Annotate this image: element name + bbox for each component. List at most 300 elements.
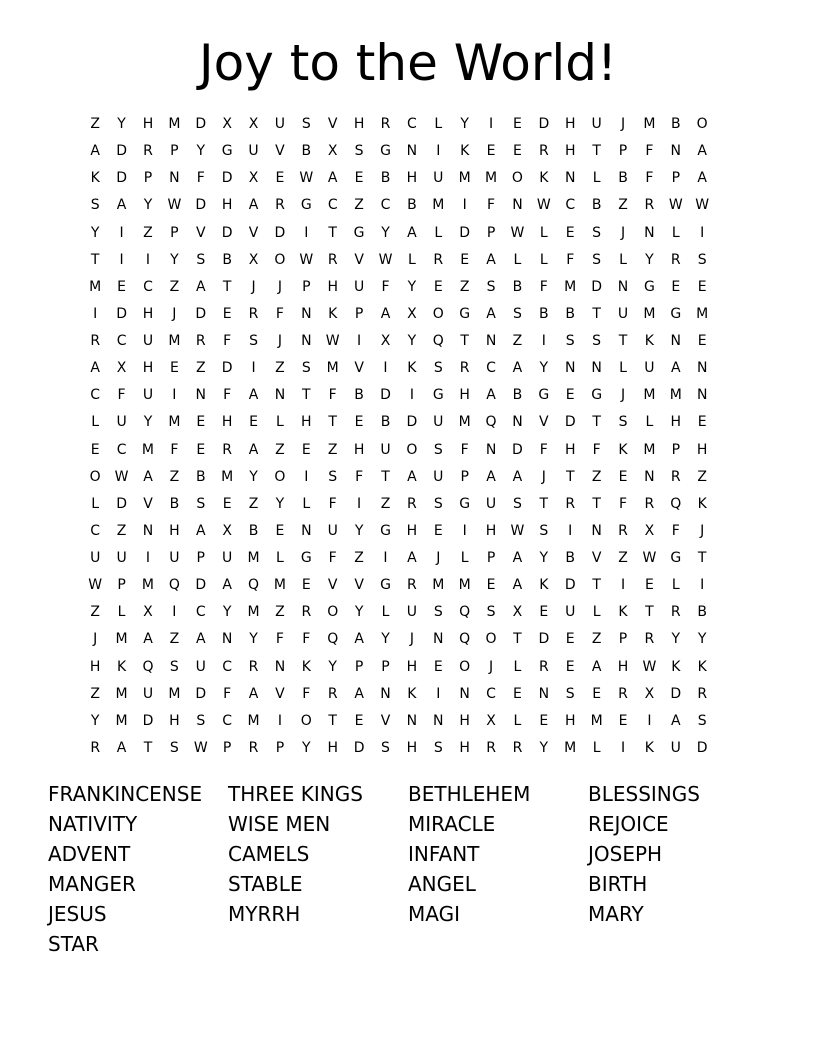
grid-cell[interactable]: L	[407, 251, 416, 268]
grid-cell[interactable]: K	[618, 604, 628, 621]
grid-cell[interactable]: E	[618, 468, 628, 485]
grid-cell[interactable]: S	[328, 468, 338, 485]
grid-cell[interactable]: K	[301, 658, 311, 675]
grid-cell[interactable]: A	[671, 360, 681, 377]
grid-cell[interactable]: O	[274, 251, 286, 268]
grid-cell[interactable]: W	[642, 658, 657, 675]
grid-cell[interactable]: H	[406, 522, 418, 539]
grid-cell[interactable]: I	[383, 360, 388, 377]
grid-cell[interactable]: Y	[249, 631, 258, 648]
grid-cell[interactable]: T	[539, 495, 549, 512]
grid-cell[interactable]: M	[115, 631, 128, 648]
grid-cell[interactable]: G	[459, 305, 471, 322]
grid-cell[interactable]: H	[301, 414, 312, 431]
grid-cell[interactable]: A	[486, 251, 496, 268]
grid-cell[interactable]: S	[301, 360, 311, 377]
grid-cell[interactable]: D	[459, 224, 471, 241]
grid-cell[interactable]: L	[539, 224, 548, 241]
grid-cell[interactable]: H	[221, 414, 233, 431]
grid-cell[interactable]: A	[143, 468, 153, 485]
grid-cell[interactable]: R	[380, 116, 391, 133]
grid-cell[interactable]: A	[486, 305, 496, 322]
grid-cell[interactable]: G	[538, 387, 550, 404]
grid-cell[interactable]: I	[647, 712, 652, 729]
grid-cell[interactable]: D	[195, 197, 207, 214]
grid-cell[interactable]: Z	[169, 468, 180, 485]
grid-cell[interactable]: A	[486, 387, 496, 404]
grid-cell[interactable]: T	[645, 604, 654, 621]
grid-cell[interactable]: H	[142, 116, 154, 133]
grid-cell[interactable]: E	[513, 143, 522, 160]
grid-cell[interactable]: Y	[328, 658, 337, 675]
grid-cell[interactable]: Z	[275, 441, 285, 458]
grid-cell[interactable]: Y	[170, 251, 179, 268]
grid-cell[interactable]: R	[670, 604, 681, 621]
grid-cell[interactable]: R	[301, 604, 312, 621]
grid-cell[interactable]: T	[381, 468, 390, 485]
grid-cell[interactable]: N	[696, 387, 708, 404]
grid-cell[interactable]: D	[696, 739, 708, 756]
grid-cell[interactable]: H	[327, 739, 338, 756]
grid-cell[interactable]: I	[409, 387, 414, 404]
grid-cell[interactable]: A	[671, 712, 681, 729]
grid-cell[interactable]: E	[90, 441, 100, 458]
grid-cell[interactable]: M	[669, 387, 682, 404]
grid-cell[interactable]: Z	[459, 278, 470, 295]
grid-cell[interactable]: D	[195, 116, 207, 133]
grid-cell[interactable]: Y	[381, 224, 390, 241]
grid-cell[interactable]: S	[196, 495, 206, 512]
grid-cell[interactable]: Y	[460, 116, 469, 133]
grid-cell[interactable]: I	[357, 495, 362, 512]
grid-cell[interactable]: Y	[249, 468, 258, 485]
grid-cell[interactable]: L	[117, 604, 126, 621]
grid-cell[interactable]: E	[565, 224, 575, 241]
grid-cell[interactable]: L	[513, 658, 522, 675]
grid-cell[interactable]: T	[697, 550, 707, 567]
grid-cell[interactable]: Y	[143, 197, 153, 214]
grid-cell[interactable]: L	[276, 414, 284, 431]
grid-cell[interactable]: Q	[168, 577, 180, 594]
grid-cell[interactable]: S	[433, 360, 443, 377]
grid-cell[interactable]: B	[512, 387, 523, 404]
grid-cell[interactable]: T	[618, 333, 628, 350]
grid-cell[interactable]: T	[513, 631, 522, 648]
grid-cell[interactable]: K	[539, 170, 549, 187]
grid-cell[interactable]: V	[275, 143, 285, 160]
grid-cell[interactable]: X	[143, 604, 153, 621]
grid-cell[interactable]: U	[142, 387, 154, 404]
grid-cell[interactable]: Y	[143, 414, 153, 431]
grid-cell[interactable]: S	[196, 712, 206, 729]
grid-cell[interactable]: E	[433, 278, 443, 295]
grid-cell[interactable]: F	[302, 685, 311, 702]
grid-cell[interactable]: S	[592, 333, 602, 350]
grid-cell[interactable]: R	[459, 360, 470, 377]
grid-cell[interactable]: Z	[354, 197, 364, 214]
grid-cell[interactable]: S	[301, 116, 311, 133]
grid-cell[interactable]: E	[565, 387, 575, 404]
grid-cell[interactable]: N	[274, 658, 286, 675]
grid-cell[interactable]: B	[301, 143, 312, 160]
grid-cell[interactable]: L	[645, 414, 654, 431]
grid-cell[interactable]: I	[436, 685, 441, 702]
grid-cell[interactable]: G	[643, 278, 655, 295]
grid-cell[interactable]: D	[116, 143, 127, 160]
grid-cell[interactable]: N	[169, 170, 180, 187]
grid-cell[interactable]: V	[380, 712, 391, 729]
grid-cell[interactable]: I	[304, 224, 309, 241]
grid-cell[interactable]: T	[328, 712, 337, 729]
grid-cell[interactable]: L	[434, 116, 443, 133]
grid-cell[interactable]: X	[407, 305, 417, 322]
grid-cell[interactable]: B	[539, 305, 549, 322]
grid-cell[interactable]: I	[304, 468, 309, 485]
grid-cell[interactable]: W	[167, 197, 182, 214]
grid-cell[interactable]: R	[327, 251, 338, 268]
grid-cell[interactable]: F	[302, 631, 311, 648]
grid-cell[interactable]: Z	[275, 604, 285, 621]
grid-cell[interactable]: I	[172, 604, 177, 621]
grid-cell[interactable]: E	[460, 251, 470, 268]
grid-cell[interactable]: M	[643, 387, 656, 404]
grid-cell[interactable]: E	[539, 604, 549, 621]
grid-cell[interactable]: H	[353, 116, 365, 133]
grid-cell[interactable]: J	[620, 116, 626, 133]
grid-cell[interactable]: X	[222, 522, 232, 539]
grid-cell[interactable]: M	[168, 116, 181, 133]
grid-cell[interactable]: D	[512, 441, 523, 458]
grid-cell[interactable]: P	[302, 278, 311, 295]
grid-cell[interactable]: J	[700, 522, 705, 539]
grid-cell[interactable]: I	[172, 387, 177, 404]
grid-cell[interactable]: N	[564, 170, 576, 187]
grid-cell[interactable]: U	[248, 143, 259, 160]
grid-cell[interactable]: C	[565, 197, 576, 214]
grid-cell[interactable]: E	[644, 577, 654, 594]
grid-cell[interactable]: S	[513, 305, 522, 322]
grid-cell[interactable]: N	[485, 441, 497, 458]
grid-cell[interactable]: C	[195, 604, 206, 621]
grid-cell[interactable]: L	[276, 550, 284, 567]
grid-cell[interactable]: I	[568, 522, 573, 539]
grid-cell[interactable]: A	[248, 441, 259, 458]
grid-cell[interactable]: S	[592, 224, 602, 241]
grid-cell[interactable]: A	[407, 468, 417, 485]
grid-cell[interactable]: F	[539, 278, 548, 295]
grid-cell[interactable]: P	[671, 441, 681, 458]
grid-cell[interactable]: V	[354, 360, 364, 377]
grid-cell[interactable]: A	[354, 685, 364, 702]
grid-cell[interactable]: Z	[169, 278, 180, 295]
grid-cell[interactable]: C	[486, 360, 496, 377]
grid-cell[interactable]: T	[460, 333, 469, 350]
grid-cell[interactable]: E	[697, 278, 707, 295]
grid-cell[interactable]: S	[433, 604, 443, 621]
grid-cell[interactable]: C	[116, 333, 127, 350]
grid-cell[interactable]: E	[592, 685, 602, 702]
grid-cell[interactable]: I	[145, 251, 151, 268]
grid-cell[interactable]: E	[433, 658, 443, 675]
grid-cell[interactable]: K	[671, 658, 681, 675]
grid-cell[interactable]: K	[328, 305, 338, 322]
grid-cell[interactable]: H	[169, 712, 180, 729]
grid-cell[interactable]: N	[485, 333, 497, 350]
grid-cell[interactable]: W	[668, 197, 683, 214]
grid-cell[interactable]: N	[459, 685, 470, 702]
grid-cell[interactable]: C	[486, 685, 496, 702]
grid-cell[interactable]: M	[590, 712, 603, 729]
grid-cell[interactable]: Y	[90, 224, 100, 241]
grid-cell[interactable]: V	[591, 550, 602, 567]
grid-cell[interactable]: N	[670, 333, 682, 350]
grid-cell[interactable]: U	[670, 739, 681, 756]
grid-cell[interactable]: W	[695, 197, 710, 214]
grid-cell[interactable]: U	[116, 550, 127, 567]
grid-cell[interactable]: U	[327, 522, 338, 539]
grid-cell[interactable]: O	[274, 468, 286, 485]
grid-cell[interactable]: S	[169, 658, 179, 675]
grid-cell[interactable]: A	[327, 170, 338, 187]
grid-cell[interactable]: H	[142, 360, 154, 377]
grid-cell[interactable]: Z	[143, 224, 153, 241]
grid-cell[interactable]: L	[619, 360, 627, 377]
grid-cell[interactable]: F	[223, 387, 232, 404]
grid-cell[interactable]: M	[115, 685, 128, 702]
grid-cell[interactable]: B	[380, 170, 391, 187]
grid-cell[interactable]: G	[300, 550, 312, 567]
grid-cell[interactable]: H	[406, 739, 418, 756]
grid-cell[interactable]: E	[513, 116, 522, 133]
grid-cell[interactable]: U	[169, 550, 180, 567]
grid-cell[interactable]: O	[300, 712, 312, 729]
grid-cell[interactable]: S	[539, 522, 549, 539]
grid-cell[interactable]: M	[458, 170, 471, 187]
grid-cell[interactable]: K	[644, 739, 654, 756]
grid-cell[interactable]: R	[538, 143, 549, 160]
grid-cell[interactable]: M	[141, 577, 155, 594]
grid-cell[interactable]: M	[168, 685, 181, 702]
grid-cell[interactable]: W	[378, 251, 393, 268]
grid-cell[interactable]: Y	[381, 631, 390, 648]
grid-cell[interactable]: U	[617, 305, 629, 322]
grid-cell[interactable]: S	[618, 414, 628, 431]
grid-cell[interactable]: V	[143, 495, 153, 512]
grid-cell[interactable]: E	[222, 305, 232, 322]
grid-cell[interactable]: N	[195, 387, 206, 404]
grid-cell[interactable]: N	[301, 522, 312, 539]
grid-cell[interactable]: J	[541, 468, 546, 485]
grid-cell[interactable]: I	[700, 224, 705, 241]
grid-cell[interactable]: X	[248, 251, 259, 268]
grid-cell[interactable]: N	[433, 712, 444, 729]
grid-cell[interactable]: Z	[248, 495, 259, 512]
grid-cell[interactable]: O	[511, 170, 523, 187]
grid-cell[interactable]: C	[406, 116, 417, 133]
grid-cell[interactable]: I	[357, 333, 362, 350]
grid-cell[interactable]: R	[90, 333, 101, 350]
grid-cell[interactable]: A	[512, 577, 523, 594]
grid-cell[interactable]: W	[510, 224, 525, 241]
grid-cell[interactable]: C	[90, 522, 101, 539]
grid-cell[interactable]: E	[354, 712, 364, 729]
grid-cell[interactable]: D	[116, 305, 127, 322]
grid-cell[interactable]: A	[222, 577, 232, 594]
grid-cell[interactable]: H	[406, 170, 418, 187]
grid-cell[interactable]: O	[696, 116, 708, 133]
grid-cell[interactable]: A	[90, 143, 100, 160]
grid-cell[interactable]: R	[697, 685, 708, 702]
grid-cell[interactable]: M	[115, 712, 128, 729]
grid-cell[interactable]: L	[460, 550, 469, 567]
grid-cell[interactable]: E	[565, 658, 575, 675]
grid-cell[interactable]: R	[407, 495, 417, 512]
grid-cell[interactable]: H	[221, 197, 233, 214]
grid-cell[interactable]: M	[432, 197, 445, 214]
grid-cell[interactable]: J	[277, 333, 282, 350]
grid-cell[interactable]: M	[221, 468, 234, 485]
grid-cell[interactable]: H	[617, 658, 629, 675]
grid-cell[interactable]: E	[433, 522, 443, 539]
grid-cell[interactable]: U	[142, 685, 154, 702]
grid-cell[interactable]: S	[565, 685, 575, 702]
grid-cell[interactable]: H	[564, 116, 576, 133]
grid-cell[interactable]: N	[301, 305, 312, 322]
grid-cell[interactable]: F	[328, 387, 337, 404]
grid-cell[interactable]: D	[670, 685, 682, 702]
grid-cell[interactable]: T	[592, 305, 601, 322]
grid-cell[interactable]: M	[89, 278, 102, 295]
grid-cell[interactable]: C	[143, 278, 153, 295]
grid-cell[interactable]: Q	[432, 333, 444, 350]
grid-cell[interactable]: F	[539, 441, 548, 458]
grid-cell[interactable]: S	[592, 251, 602, 268]
grid-cell[interactable]: M	[643, 441, 656, 458]
grid-cell[interactable]: A	[380, 305, 391, 322]
grid-cell[interactable]: N	[512, 197, 523, 214]
grid-cell[interactable]: Y	[539, 550, 549, 567]
grid-cell[interactable]: J	[251, 278, 256, 295]
grid-cell[interactable]: F	[381, 278, 390, 295]
grid-cell[interactable]: L	[592, 739, 601, 756]
grid-cell[interactable]: Y	[407, 278, 417, 295]
grid-cell[interactable]: F	[355, 468, 364, 485]
grid-cell[interactable]: H	[89, 658, 101, 675]
grid-cell[interactable]: M	[696, 305, 709, 322]
grid-cell[interactable]: A	[90, 360, 100, 377]
grid-cell[interactable]: M	[485, 170, 498, 187]
grid-cell[interactable]: E	[697, 333, 707, 350]
grid-cell[interactable]: G	[459, 495, 471, 512]
grid-cell[interactable]: W	[114, 468, 129, 485]
grid-cell[interactable]: L	[539, 251, 548, 268]
grid-cell[interactable]: B	[565, 550, 576, 567]
grid-cell[interactable]: D	[195, 685, 207, 702]
grid-cell[interactable]: E	[697, 414, 707, 431]
grid-cell[interactable]: S	[169, 739, 179, 756]
grid-cell[interactable]: U	[116, 414, 127, 431]
grid-cell[interactable]: L	[434, 224, 443, 241]
grid-cell[interactable]: R	[275, 197, 285, 214]
grid-cell[interactable]: U	[433, 468, 444, 485]
grid-cell[interactable]: N	[564, 360, 576, 377]
grid-cell[interactable]: Q	[327, 631, 339, 648]
grid-cell[interactable]: X	[512, 604, 523, 621]
grid-cell[interactable]: M	[141, 441, 155, 458]
grid-cell[interactable]: U	[591, 116, 602, 133]
grid-cell[interactable]: P	[486, 550, 496, 567]
grid-cell[interactable]: E	[486, 577, 496, 594]
grid-cell[interactable]: H	[406, 658, 418, 675]
grid-cell[interactable]: T	[328, 224, 337, 241]
grid-cell[interactable]: R	[644, 631, 655, 648]
grid-cell[interactable]: E	[169, 360, 179, 377]
grid-cell[interactable]: N	[644, 224, 655, 241]
grid-cell[interactable]: G	[670, 550, 682, 567]
grid-cell[interactable]: P	[618, 631, 628, 648]
grid-cell[interactable]: G	[591, 387, 603, 404]
grid-cell[interactable]: F	[671, 522, 680, 539]
grid-cell[interactable]: Y	[222, 604, 232, 621]
grid-cell[interactable]: Y	[90, 712, 100, 729]
grid-cell[interactable]: F	[223, 333, 232, 350]
grid-cell[interactable]: D	[564, 577, 576, 594]
grid-cell[interactable]: R	[512, 739, 523, 756]
grid-cell[interactable]: V	[327, 577, 338, 594]
grid-cell[interactable]: N	[274, 387, 286, 404]
grid-cell[interactable]: U	[433, 414, 444, 431]
grid-cell[interactable]: A	[697, 170, 707, 187]
grid-cell[interactable]: E	[565, 631, 575, 648]
grid-cell[interactable]: S	[697, 251, 707, 268]
grid-cell[interactable]: T	[143, 739, 153, 756]
grid-cell[interactable]: Z	[618, 197, 628, 214]
grid-cell[interactable]: J	[436, 550, 441, 567]
grid-cell[interactable]: D	[274, 224, 286, 241]
grid-cell[interactable]: G	[353, 224, 365, 241]
grid-cell[interactable]: M	[643, 116, 656, 133]
grid-cell[interactable]: I	[620, 577, 626, 594]
grid-cell[interactable]: K	[460, 143, 470, 160]
grid-cell[interactable]: W	[510, 522, 525, 539]
grid-cell[interactable]: I	[383, 550, 388, 567]
grid-cell[interactable]: K	[407, 360, 417, 377]
grid-cell[interactable]: Y	[407, 333, 417, 350]
grid-cell[interactable]: E	[222, 495, 232, 512]
grid-cell[interactable]: W	[642, 550, 657, 567]
grid-cell[interactable]: Y	[354, 604, 364, 621]
grid-cell[interactable]: V	[354, 251, 364, 268]
grid-cell[interactable]: Z	[195, 360, 206, 377]
grid-cell[interactable]: Z	[618, 550, 628, 567]
grid-cell[interactable]: J	[409, 631, 414, 648]
grid-cell[interactable]: A	[248, 387, 259, 404]
grid-cell[interactable]: M	[643, 305, 656, 322]
grid-cell[interactable]: H	[353, 441, 365, 458]
grid-cell[interactable]: C	[222, 712, 233, 729]
grid-cell[interactable]: H	[327, 278, 338, 295]
grid-cell[interactable]: F	[618, 495, 628, 512]
grid-cell[interactable]: F	[275, 305, 284, 322]
grid-cell[interactable]: L	[592, 170, 601, 187]
grid-cell[interactable]: F	[592, 441, 601, 458]
grid-cell[interactable]: K	[407, 685, 417, 702]
grid-cell[interactable]: U	[90, 550, 101, 567]
grid-cell[interactable]: B	[380, 414, 391, 431]
grid-cell[interactable]: J	[93, 631, 98, 648]
grid-cell[interactable]: N	[433, 631, 444, 648]
grid-cell[interactable]: L	[302, 495, 311, 512]
